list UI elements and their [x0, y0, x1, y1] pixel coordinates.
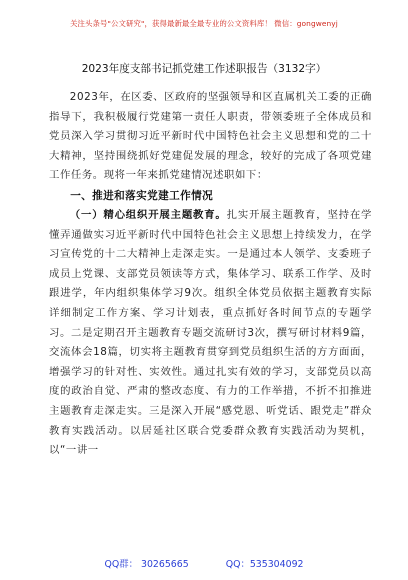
header-banner: 关注头条号"公文研究"，获得最新最全最专业的公文资料库！ 微信：gongwenyj [70, 19, 338, 28]
subsection-title-1: （一）精心组织开展主题教育。 [69, 208, 227, 221]
document-body [49, 88, 372, 461]
subsection-paragraph-1 [49, 206, 372, 461]
footer-qq-number: QQ：535304092 [225, 559, 304, 570]
subsection-body-1: 扎实开展主题教育，坚持在学懂弄通做实习近平新时代中国特色社会主义思想上持续发力，在学习宣传党的十二大精神上走深走实。一是通过本人领学、支委班子成员上党课、支部党员领读等方式，集体学习、联系工作学、及时跟进学，年内组织集体学习9次。组织全体党员依据主题教育实际详细制定工作方案、学习计划表，重点抓好各时间节点的专题学习。二是定期召开主题教育专题交流研讨3次，撰写研讨材料9篇，交流体会18篇，切实将主题教育贯穿到党员组织生活的方方面面，增强学习的针对性、实效性。通过扎实有效的学习，支部党员以高度的政治自觉、严肃的整改态度、有力的工作举措，不折不扣推进主题教育走深走实。三是深入开展“感党恩、听党话、跟党走”群众教育实践活动。以居延社区联合党委群众教育实践活动为契机，以“一讲一 [49, 208, 372, 457]
footer-contact [0, 556, 408, 570]
section-heading-1: 一、推进和落实党建工作情况 [70, 189, 214, 202]
footer-qq-group: QQ群： 30265665 [104, 559, 189, 570]
document-title: 2023年度支部书记抓党建工作述职报告（3132字） [81, 63, 327, 75]
intro-paragraph: 2023年，在区委、区政府的坚强领导和区直属机关工委的正确指导下，我积极履行党建第一责任人职责，带领委班子全体成员和党员深入学习贯彻习近平新时代中国特色社会主义思想和党的二十大精神，坚持围绕抓好党建促发展的理念，较好的完成了各项党建工作任务。现将一年来抓党建情况述职如下： [49, 91, 372, 182]
